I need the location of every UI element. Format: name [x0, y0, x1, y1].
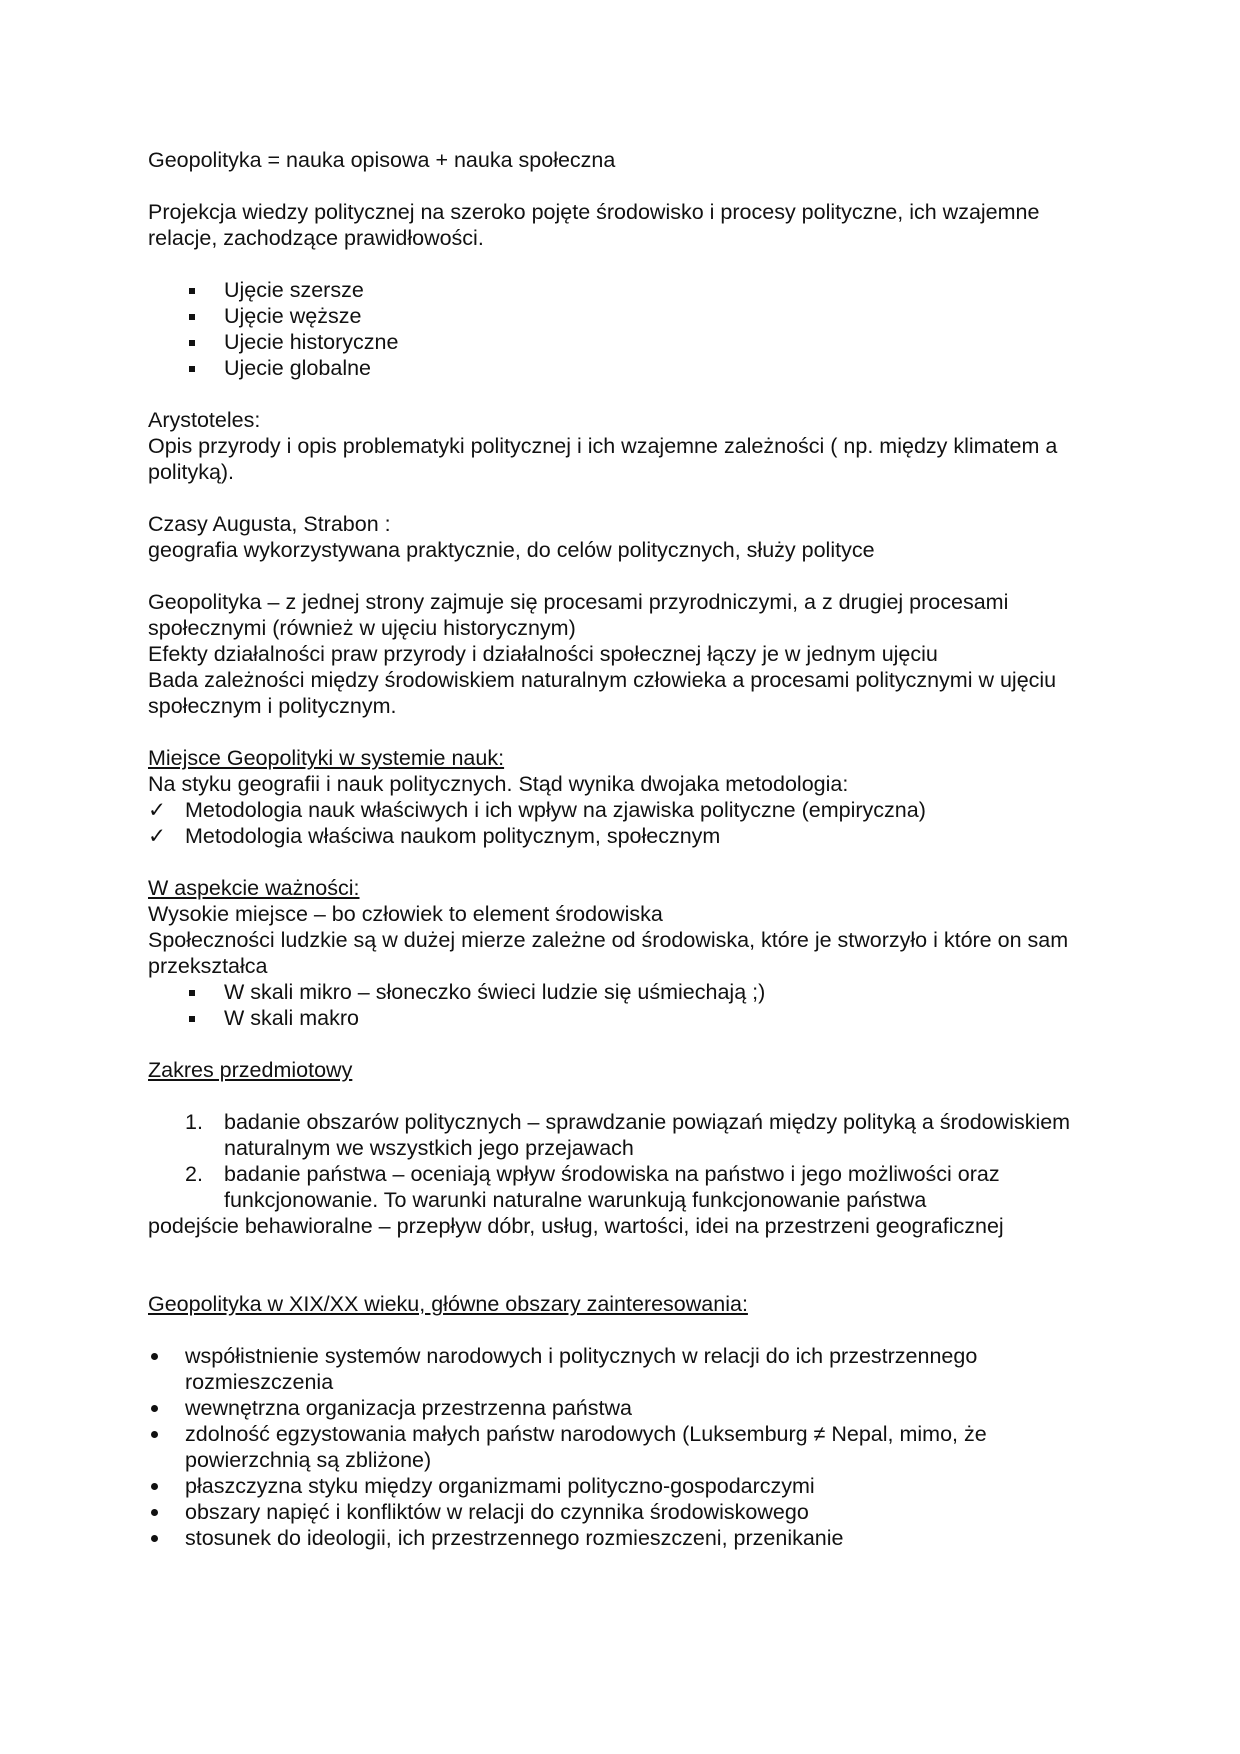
list-item — [148, 823, 1108, 849]
list-item: Ujęcie szersze — [148, 277, 1108, 303]
aristotle-heading: Arystoteles: — [148, 408, 261, 432]
importance-line: Społeczności ludzkie są w dużej mierze zależne od środowiska, które je stworzyło i które on sam przekształca — [148, 928, 1069, 978]
behavioral-approach: podejście behawioralne – przepływ dóbr, usług, wartości, idei na przestrzeni geograficznej — [148, 1214, 1004, 1238]
list-item — [148, 797, 1108, 823]
scope-list — [148, 1109, 1108, 1213]
methodology-list — [148, 797, 1108, 849]
approaches-list — [148, 277, 1108, 381]
list-item — [148, 1161, 1108, 1213]
scale-list — [148, 979, 1108, 1031]
xix-heading: Geopolityka w XIX/XX wieku, główne obszary zainteresowania: — [148, 1292, 748, 1316]
list-number: 2. — [185, 1162, 203, 1186]
list-item: stosunek do ideologii, ich przestrzennego rozmieszczeni, przenikanie — [148, 1525, 1108, 1551]
list-item: zdolność egzystowania małych państw narodowych (Luksemburg ≠ Nepal, mimo, że powierzchnią są zbliżone) — [148, 1421, 1108, 1473]
list-item-text: badanie obszarów politycznych – sprawdzanie powiązań między polityką a środowiskiem naturalnym we wszystkich jego przejawach — [224, 1110, 1071, 1160]
list-item-text: Metodologia właściwa naukom politycznym, społecznym — [185, 824, 721, 848]
geopolitics-effects: Efekty działalności praw przyrody i działalności społecznej łączy je w jednym ujęciu — [148, 642, 938, 666]
geopolitics-research: Bada zależności między środowiskiem naturalnym człowieka a procesami politycznymi w ujęciu społecznym i politycznym. — [148, 668, 1057, 718]
list-item: W skali mikro – słoneczko świeci ludzie się uśmiechają ;) — [148, 979, 1108, 1005]
list-item: płaszczyzna styku między organizmami polityczno-gospodarczymi — [148, 1473, 1108, 1499]
place-heading: Miejsce Geopolityki w systemie nauk: — [148, 746, 505, 770]
augustus-text: geografia wykorzystywana praktycznie, do celów politycznych, służy polityce — [148, 538, 875, 562]
list-item-text: Metodologia nauk właściwych i ich wpływ na zjawiska polityczne (empiryczna) — [185, 798, 926, 822]
importance-heading: W aspekcie ważności: — [148, 876, 360, 900]
xix-list — [148, 1343, 1108, 1551]
list-item-text: badanie państwa – oceniają wpływ środowiska na państwo i jego możliwości oraz funkcjonowanie. To warunki naturalne warunkują funkcjonowanie państwa — [224, 1162, 1000, 1212]
geopolitics-definition: Geopolityka – z jednej strony zajmuje się procesami przyrodniczymi, a z drugiej procesami społecznymi (również w ujęciu historycznym) — [148, 590, 1009, 640]
place-text: Na styku geografii i nauk politycznych. Stąd wynika dwojaka metodologia: — [148, 772, 849, 796]
importance-line: Wysokie miejsce – bo człowiek to element środowiska — [148, 902, 663, 926]
formula-line: Geopolityka = nauka opisowa + nauka społeczna — [148, 148, 616, 172]
list-item: współistnienie systemów narodowych i politycznych w relacji do ich przestrzennego rozmieszczenia — [148, 1343, 1108, 1395]
list-item — [148, 1109, 1108, 1161]
check-icon: ✓ — [148, 824, 167, 848]
scope-heading: Zakres przedmiotowy — [148, 1058, 353, 1082]
list-item: Ujęcie węższe — [148, 303, 1108, 329]
list-number: 1. — [185, 1110, 203, 1134]
document-body — [148, 147, 1108, 1551]
projection-paragraph: Projekcja wiedzy politycznej na szeroko pojęte środowisko i procesy polityczne, ich wzajemne relacje, zachodzące prawidłowości. — [148, 200, 1040, 250]
augustus-heading: Czasy Augusta, Strabon : — [148, 512, 391, 536]
list-item: W skali makro — [148, 1005, 1108, 1031]
list-item: Ujecie historyczne — [148, 329, 1108, 355]
list-item: obszary napięć i konfliktów w relacji do czynnika środowiskowego — [148, 1499, 1108, 1525]
check-icon: ✓ — [148, 798, 167, 822]
list-item: wewnętrzna organizacja przestrzenna państwa — [148, 1395, 1108, 1421]
aristotle-text: Opis przyrody i opis problematyki politycznej i ich wzajemne zależności ( np. między klimatem a polityką). — [148, 434, 1058, 484]
list-item: Ujecie globalne — [148, 355, 1108, 381]
